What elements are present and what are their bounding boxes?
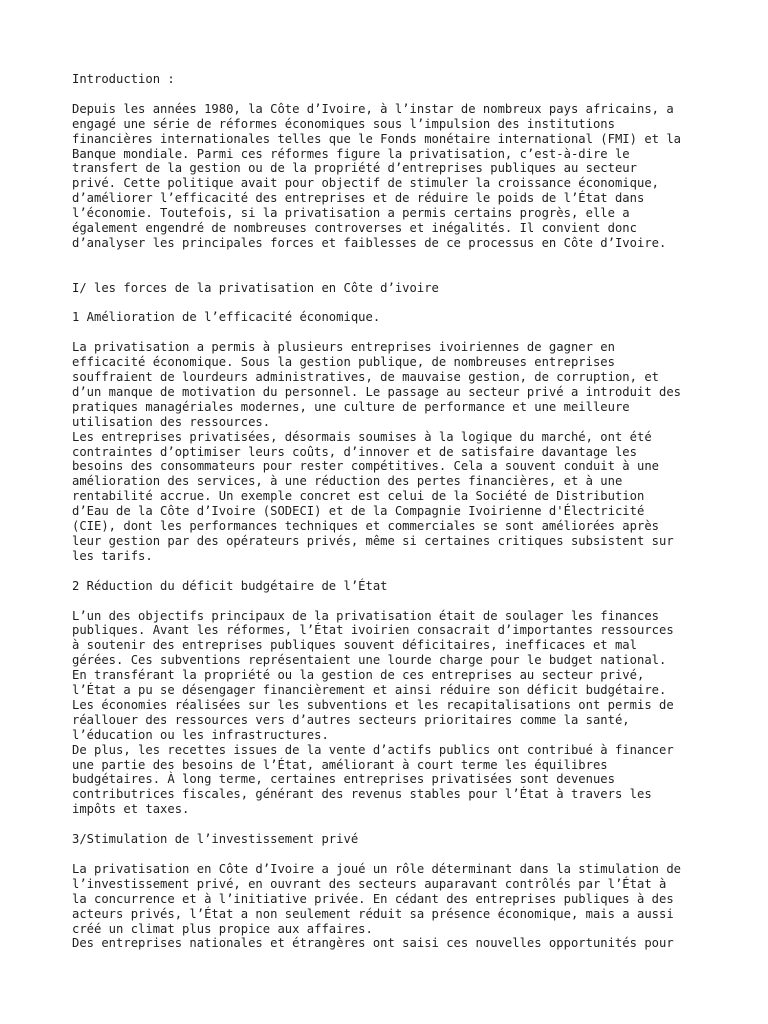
subsection-heading-deficit: 2 Réduction du déficit budgétaire de l’État (72, 578, 388, 593)
text-line: transfert de la gestion ou de la propriété d’entreprises publiques au secteur (72, 161, 637, 176)
text-line: budgétaires. À long terme, certaines entreprises privatisées sont devenues (72, 772, 615, 787)
text-line: acteurs privés, l’État a non seulement réduit sa présence économique, mais a aussi (72, 906, 674, 921)
subsection-heading-efficacite: 1 Amélioration de l’efficacité économique. (72, 310, 381, 325)
text-line: contraintes d’optimiser leurs coûts, d’innover et de satisfaire davantage les (72, 444, 637, 459)
subsection-paragraph-deficit (72, 609, 702, 818)
text-line: besoins des consommateurs pour rester compétitives. Cela a souvent conduit à une (72, 459, 659, 474)
text-line: une partie des besoins de l’État, améliorant à court terme les équilibres (72, 757, 608, 772)
intro-paragraph (72, 102, 702, 251)
text-line: L’un des objectifs principaux de la privatisation était de soulager les finances (72, 608, 659, 623)
text-line: publiques. Avant les réformes, l’État ivoirien consacrait d’importantes ressources (72, 623, 674, 638)
text-line: Banque mondiale. Parmi ces réformes figure la privatisation, c’est-à-dire le (72, 146, 630, 161)
text-line: Des entreprises nationales et étrangères ont saisi ces nouvelles opportunités pour (72, 936, 674, 951)
text-line: financières internationales telles que le Fonds monétaire international (FMI) et la (72, 131, 682, 146)
subsection-paragraph-investissement (72, 862, 702, 951)
text-line: gérées. Ces subventions représentaient une lourde charge pour le budget national. (72, 653, 667, 668)
text-line: la concurrence et à l’initiative privée. En cédant des entreprises publiques à des (72, 891, 674, 906)
section-heading-forces: I/ les forces de la privatisation en Côte d’ivoire (72, 280, 439, 295)
text-line: Depuis les années 1980, la Côte d’Ivoire, à l’instar de nombreux pays africains, a (72, 101, 674, 116)
text-line: En transférant la propriété ou la gestion de ces entreprises au secteur privé, (72, 668, 645, 683)
text-line: amélioration des services, à une réduction des pertes financières, et à une (72, 474, 623, 489)
text-line: La privatisation a permis à plusieurs entreprises ivoiriennes de gagner en (72, 340, 615, 355)
text-line: De plus, les recettes issues de la vente d’actifs publics ont contribué à financer (72, 742, 674, 757)
text-line: d’analyser les principales forces et faiblesses de ce processus en Côte d’Ivoire. (72, 235, 667, 250)
text-line: souffraient de lourdeurs administratives, de mauvaise gestion, de corruption, et (72, 370, 659, 385)
text-line: l’investissement privé, en ouvrant des secteurs auparavant contrôlés par l’État à (72, 876, 667, 891)
text-line: impôts et taxes. (72, 802, 190, 817)
text-line: les tarifs. (72, 548, 153, 563)
text-line: réallouer des ressources vers d’autres secteurs prioritaires comme la santé, (72, 712, 630, 727)
text-line: d’améliorer l’efficacité des entreprises et de réduire le poids de l’État dans (72, 191, 645, 206)
text-line: Les entreprises privatisées, désormais soumises à la logique du marché, ont été (72, 429, 652, 444)
text-line: rentabilité accrue. Un exemple concret est celui de la Société de Distribution (72, 489, 645, 504)
text-line: leur gestion par des opérateurs privés, même si certaines critiques subsistent sur (72, 534, 674, 549)
text-line: d’un manque de motivation du personnel. Le passage au secteur privé a introduit des (72, 384, 682, 399)
intro-heading: Introduction : (72, 72, 175, 86)
text-line: l’État a pu se désengager financièrement et ainsi réduire son déficit budgétaire. (72, 683, 667, 698)
section-spacer (72, 266, 702, 281)
text-line: Les économies réalisées sur les subventions et les recapitalisations ont permis de (72, 697, 674, 712)
text-line: engagé une série de réformes économiques sous l’impulsion des institutions (72, 116, 615, 131)
text-line: utilisation des ressources. (72, 414, 271, 429)
text-line: l’éducation ou les infrastructures. (72, 727, 329, 742)
subsection-heading-investissement: 3/Stimulation de l’investissement privé (72, 832, 359, 847)
text-line: La privatisation en Côte d’Ivoire a joué un rôle déterminant dans la stimulation de (72, 861, 682, 876)
text-line: pratiques managériales modernes, une culture de performance et une meilleure (72, 399, 630, 414)
text-line: à soutenir des entreprises publiques souvent déficitaires, inefficaces et mal (72, 638, 637, 653)
text-line: privé. Cette politique avait pour objectif de stimuler la croissance économique, (72, 176, 659, 191)
text-line: efficacité économique. Sous la gestion publique, de nombreuses entreprises (72, 355, 615, 370)
text-line: (CIE), dont les performances techniques et commerciales se sont améliorées après (72, 519, 659, 534)
document-body (72, 72, 702, 966)
text-line: contributrices fiscales, générant des revenus stables pour l’État à travers les (72, 787, 652, 802)
text-line: l’économie. Toutefois, si la privatisation a permis certains progrès, elle a (72, 206, 630, 221)
text-line: d’Eau de la Côte d’Ivoire (SODECI) et de la Compagnie Ivoirienne d'Électricité (72, 504, 645, 519)
text-line: créé un climat plus propice aux affaires. (72, 921, 373, 936)
subsection-paragraph-efficacite (72, 340, 702, 564)
text-line: également engendré de nombreuses controverses et inégalités. Il convient donc (72, 221, 637, 236)
